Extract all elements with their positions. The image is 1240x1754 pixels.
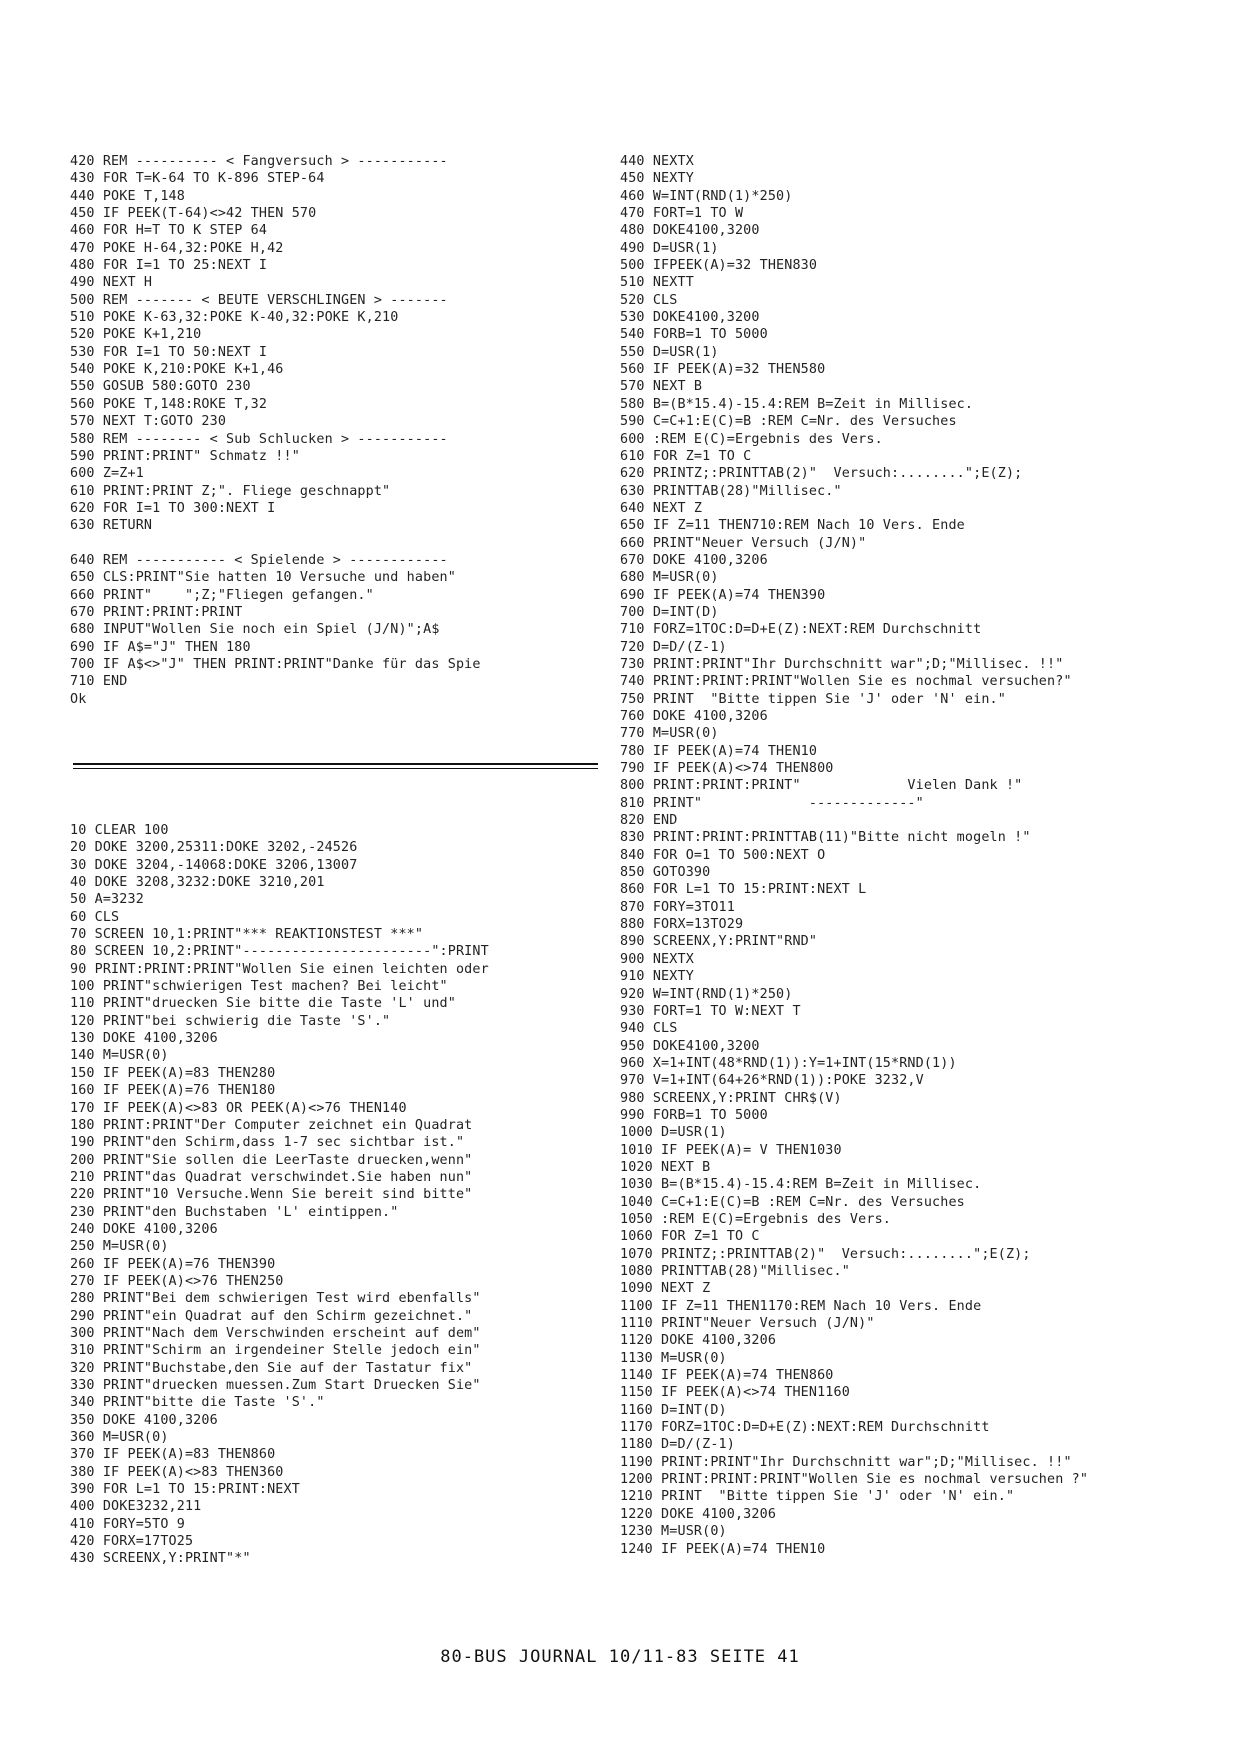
code-line: 680 INPUT"Wollen Sie noch ein Spiel (J/N)";A$: [70, 622, 440, 638]
code-line: 160 IF PEEK(A)=76 THEN180: [70, 1083, 276, 1099]
code-line: 1090 NEXT Z: [620, 1281, 711, 1297]
code-line: 1230 M=USR(0): [620, 1524, 727, 1540]
code-listing-part-3: [620, 153, 1220, 1558]
code-line: 570 NEXT B: [620, 379, 703, 395]
code-line: 750 PRINT "Bitte tippen Sie 'J' oder 'N' ein.": [620, 691, 1006, 707]
code-line: 1110 PRINT"Neuer Versuch (J/N)": [620, 1316, 875, 1332]
code-line: 400 DOKE3232,211: [70, 1499, 202, 1515]
code-line: 1210 PRINT "Bitte tippen Sie 'J' oder 'N' ein.": [620, 1489, 1015, 1505]
code-line: 700 IF A$<>"J" THEN PRINT:PRINT"Danke für das Spie: [70, 656, 481, 672]
code-line: 580 REM -------- < Sub Schlucken > -----------: [70, 431, 448, 447]
code-line: 260 IF PEEK(A)=76 THEN390: [70, 1256, 276, 1272]
code-line: 560 POKE T,148:ROKE T,32: [70, 396, 268, 412]
code-line: 940 CLS: [620, 1021, 678, 1037]
code-line: 1240 IF PEEK(A)=74 THEN10: [620, 1541, 826, 1557]
code-line: 590 PRINT:PRINT" Schmatz !!": [70, 448, 300, 464]
page-footer: 80-BUS JOURNAL 10/11-83 SEITE 41: [440, 1647, 800, 1667]
code-line: 500 IFPEEK(A)=32 THEN830: [620, 258, 818, 274]
code-line: 330 PRINT"druecken muessen.Zum Start Druecken Sie": [70, 1378, 481, 1393]
code-line: 270 IF PEEK(A)<>76 THEN250: [70, 1273, 284, 1289]
code-line: 600 Z=Z+1: [70, 466, 144, 482]
code-line: 350 DOKE 4100,3206: [70, 1412, 218, 1428]
code-line: 650 IF Z=11 THEN710:REM Nach 10 Vers. Ende: [620, 518, 965, 534]
code-line: 100 PRINT"schwierigen Test machen? Bei leicht": [70, 979, 448, 995]
code-line: 670 DOKE 4100,3206: [620, 552, 768, 568]
code-line: 630 RETURN: [70, 518, 153, 534]
code-line: 770 M=USR(0): [620, 726, 719, 742]
code-line: 480 FOR I=1 TO 25:NEXT I: [70, 258, 268, 274]
code-line: 880 FORX=13TO29: [620, 917, 744, 933]
code-line: 640 REM ----------- < Spielende > ------------: [70, 552, 448, 568]
code-line: 210 PRINT"das Quadrat verschwindet.Sie haben nun": [70, 1169, 473, 1185]
code-line: 1140 IF PEEK(A)=74 THEN860: [620, 1368, 834, 1384]
code-line: 700 D=INT(D): [620, 604, 719, 620]
code-line: 980 SCREENX,Y:PRINT CHR$(V): [620, 1090, 842, 1106]
code-line: 420 REM ---------- < Fangversuch > -----------: [70, 154, 448, 169]
code-line: 510 NEXTT: [620, 275, 694, 291]
code-line: 230 PRINT"den Buchstaben 'L' eintippen.": [70, 1204, 399, 1220]
code-line: 930 FORT=1 TO W:NEXT T: [620, 1003, 801, 1019]
code-line: 110 PRINT"druecken Sie bitte die Taste 'L' und": [70, 996, 456, 1012]
code-line: 380 IF PEEK(A)<>83 THEN360: [70, 1464, 284, 1480]
code-line: 440 POKE T,148: [70, 188, 185, 204]
code-line: 30 DOKE 3204,-14068:DOKE 3206,13007: [70, 857, 358, 873]
code-line: 610 PRINT:PRINT Z;". Fliege geschnappt": [70, 483, 391, 499]
code-line: 490 NEXT H: [70, 275, 153, 291]
code-line: 780 IF PEEK(A)=74 THEN10: [620, 743, 818, 759]
code-line: 320 PRINT"Buchstabe,den Sie auf der Tastatur fix": [70, 1360, 473, 1376]
code-line: 840 FOR O=1 TO 500:NEXT O: [620, 847, 826, 863]
code-line: 90 PRINT:PRINT:PRINT"Wollen Sie einen leichten oder: [70, 961, 489, 977]
code-line: 820 END: [620, 813, 678, 829]
code-line: 970 V=1+INT(64+26*RND(1)):POKE 3232,V: [620, 1073, 924, 1089]
code-line: 490 D=USR(1): [620, 240, 719, 256]
code-line: 710 FORZ=1TOC:D=D+E(Z):NEXT:REM Durchschnitt: [620, 622, 982, 638]
code-line: 120 PRINT"bei schwierig die Taste 'S'.": [70, 1013, 391, 1029]
code-line: 570 NEXT T:GOTO 230: [70, 414, 227, 430]
code-line: 40 DOKE 3208,3232:DOKE 3210,201: [70, 875, 325, 891]
code-line: 1050 :REM E(C)=Ergebnis des Vers.: [620, 1211, 891, 1227]
code-line: 950 DOKE4100,3200: [620, 1038, 760, 1054]
code-line: 140 M=USR(0): [70, 1048, 169, 1064]
code-line: 500 REM ------- < BEUTE VERSCHLINGEN > -------: [70, 292, 448, 308]
code-line: 460 FOR H=T TO K STEP 64: [70, 223, 268, 239]
code-line: 550 GOSUB 580:GOTO 230: [70, 379, 251, 395]
code-line: 250 M=USR(0): [70, 1239, 169, 1255]
code-line: 150 IF PEEK(A)=83 THEN280: [70, 1065, 276, 1081]
code-line: 190 PRINT"den Schirm,dass 1-7 sec sichtbar ist.": [70, 1135, 465, 1151]
code-line: Ok: [70, 691, 87, 707]
code-line: 1060 FOR Z=1 TO C: [620, 1229, 760, 1245]
code-line: 360 M=USR(0): [70, 1430, 169, 1446]
code-line: 10 CLEAR 100: [70, 823, 169, 838]
code-line: 480 DOKE4100,3200: [620, 223, 760, 239]
code-line: 1030 B=(B*15.4)-15.4:REM B=Zeit in Millisec.: [620, 1177, 982, 1193]
code-line: 220 PRINT"10 Versuche.Wenn Sie bereit sind bitte": [70, 1187, 473, 1203]
code-line: 240 DOKE 4100,3206: [70, 1221, 218, 1237]
code-line: 740 PRINT:PRINT:PRINT"Wollen Sie es nochmal versuchen?": [620, 674, 1072, 690]
code-line: 650 CLS:PRINT"Sie hatten 10 Versuche und haben": [70, 570, 456, 586]
code-line: 710 END: [70, 674, 128, 690]
code-line: 830 PRINT:PRINT:PRINTTAB(11)"Bitte nicht mogeln !": [620, 830, 1031, 846]
code-line: [70, 535, 610, 552]
code-line: 1020 NEXT B: [620, 1159, 711, 1175]
code-line: 690 IF PEEK(A)=74 THEN390: [620, 587, 826, 603]
code-line: 1010 IF PEEK(A)= V THEN1030: [620, 1142, 842, 1158]
code-line: 50 A=3232: [70, 892, 144, 908]
code-line: 620 FOR I=1 TO 300:NEXT I: [70, 500, 276, 516]
code-line: 1150 IF PEEK(A)<>74 THEN1160: [620, 1385, 850, 1401]
code-line: 460 W=INT(RND(1)*250): [620, 188, 793, 204]
code-line: 730 PRINT:PRINT"Ihr Durchschnitt war";D;"Millisec. !!": [620, 656, 1064, 672]
code-line: 870 FORY=3TO11: [620, 899, 735, 915]
code-line: 1160 D=INT(D): [620, 1402, 727, 1418]
separator-rule-thin: [73, 768, 598, 769]
code-line: 660 PRINT"Neuer Versuch (J/N)": [620, 535, 867, 551]
code-line: 790 IF PEEK(A)<>74 THEN800: [620, 761, 834, 777]
code-line: 690 IF A$="J" THEN 180: [70, 639, 251, 655]
code-line: 60 CLS: [70, 909, 120, 925]
code-line: 1100 IF Z=11 THEN1170:REM Nach 10 Vers. Ende: [620, 1298, 982, 1314]
code-line: 990 FORB=1 TO 5000: [620, 1107, 768, 1123]
code-line: 850 GOTO390: [620, 865, 711, 881]
code-line: 200 PRINT"Sie sollen die LeerTaste druecken,wenn": [70, 1152, 473, 1168]
code-line: 910 NEXTY: [620, 969, 694, 985]
code-line: 890 SCREENX,Y:PRINT"RND": [620, 934, 818, 950]
code-line: 610 FOR Z=1 TO C: [620, 448, 752, 464]
code-line: 580 B=(B*15.4)-15.4:REM B=Zeit in Millisec.: [620, 396, 974, 412]
code-line: 1040 C=C+1:E(C)=B :REM C=Nr. des Versuches: [620, 1194, 965, 1210]
code-line: 1070 PRINTZ;:PRINTTAB(2)" Versuch:........";E(Z);: [620, 1246, 1031, 1262]
code-line: 430 SCREENX,Y:PRINT"*": [70, 1551, 251, 1567]
code-line: 640 NEXT Z: [620, 500, 703, 516]
code-line: 20 DOKE 3200,25311:DOKE 3202,-24526: [70, 840, 358, 856]
code-line: 1220 DOKE 4100,3206: [620, 1506, 777, 1522]
code-line: 300 PRINT"Nach dem Verschwinden erscheint auf dem": [70, 1325, 481, 1341]
code-line: 540 FORB=1 TO 5000: [620, 327, 768, 343]
code-line: 670 PRINT:PRINT:PRINT: [70, 604, 243, 620]
code-line: 1180 D=D/(Z-1): [620, 1437, 735, 1453]
code-line: 470 FORT=1 TO W: [620, 206, 744, 222]
code-line: 760 DOKE 4100,3206: [620, 709, 768, 724]
code-line: 720 D=D/(Z-1): [620, 639, 727, 655]
code-line: 680 M=USR(0): [620, 570, 719, 586]
code-line: 1170 FORZ=1TOC:D=D+E(Z):NEXT:REM Durchschnitt: [620, 1420, 990, 1436]
code-line: 530 FOR I=1 TO 50:NEXT I: [70, 344, 268, 360]
code-line: 1200 PRINT:PRINT:PRINT"Wollen Sie es nochmal versuchen ?": [620, 1472, 1089, 1488]
code-line: 280 PRINT"Bei dem schwierigen Test wird ebenfalls": [70, 1291, 481, 1307]
code-listing-part-1: [70, 153, 610, 708]
code-line: 1120 DOKE 4100,3206: [620, 1333, 777, 1349]
code-line: 1080 PRINTTAB(28)"Millisec.": [620, 1264, 850, 1279]
code-line: 290 PRINT"ein Quadrat auf den Schirm gezeichnet.": [70, 1308, 473, 1324]
code-line: 390 FOR L=1 TO 15:PRINT:NEXT: [70, 1482, 300, 1498]
code-line: 960 X=1+INT(48*RND(1)):Y=1+INT(15*RND(1)): [620, 1055, 957, 1071]
code-line: 900 NEXTX: [620, 951, 694, 967]
code-line: 810 PRINT" -------------": [620, 795, 924, 811]
code-line: 440 NEXTX: [620, 154, 694, 169]
code-line: 130 DOKE 4100,3206: [70, 1031, 218, 1047]
code-line: 70 SCREEN 10,1:PRINT"*** REAKTIONSTEST ***": [70, 927, 424, 943]
code-line: 510 POKE K-63,32:POKE K-40,32:POKE K,210: [70, 310, 399, 326]
code-line: 590 C=C+1:E(C)=B :REM C=Nr. des Versuches: [620, 414, 957, 430]
code-line: 1190 PRINT:PRINT"Ihr Durchschnitt war";D;"Millisec. !!": [620, 1454, 1072, 1470]
code-line: 600 :REM E(C)=Ergebnis des Vers.: [620, 431, 883, 447]
code-line: 520 POKE K+1,210: [70, 327, 202, 343]
code-line: 660 PRINT" ";Z;"Fliegen gefangen.": [70, 587, 374, 603]
code-line: 420 FORX=17TO25: [70, 1534, 194, 1550]
code-line: 450 IF PEEK(T-64)<>42 THEN 570: [70, 206, 317, 222]
code-line: 310 PRINT"Schirm an irgendeiner Stelle jedoch ein": [70, 1343, 481, 1359]
code-line: 470 POKE H-64,32:POKE H,42: [70, 240, 284, 256]
code-line: 180 PRINT:PRINT"Der Computer zeichnet ein Quadrat: [70, 1117, 473, 1133]
code-line: 340 PRINT"bitte die Taste 'S'.": [70, 1395, 325, 1411]
code-line: 620 PRINTZ;:PRINTTAB(2)" Versuch:........";E(Z);: [620, 466, 1023, 482]
code-line: 630 PRINTTAB(28)"Millisec.": [620, 483, 842, 499]
code-line: 1000 D=USR(1): [620, 1125, 727, 1141]
code-line: 430 FOR T=K-64 TO K-896 STEP-64: [70, 171, 325, 187]
code-line: 450 NEXTY: [620, 171, 694, 187]
code-line: 550 D=USR(1): [620, 344, 719, 360]
code-line: 800 PRINT:PRINT:PRINT" Vielen Dank !": [620, 778, 1023, 794]
code-line: 520 CLS: [620, 292, 678, 308]
code-line: 860 FOR L=1 TO 15:PRINT:NEXT L: [620, 882, 867, 898]
code-line: 370 IF PEEK(A)=83 THEN860: [70, 1447, 276, 1463]
code-line: 530 DOKE4100,3200: [620, 310, 760, 326]
code-line: 410 FORY=5TO 9: [70, 1516, 185, 1532]
code-line: 1130 M=USR(0): [620, 1350, 727, 1366]
code-line: 920 W=INT(RND(1)*250): [620, 986, 793, 1002]
separator-rule: [73, 763, 598, 765]
code-listing-part-2: [70, 822, 620, 1568]
code-line: 80 SCREEN 10,2:PRINT"-----------------------":PRINT: [70, 944, 489, 960]
code-line: 560 IF PEEK(A)=32 THEN580: [620, 362, 826, 378]
code-line: 540 POKE K,210:POKE K+1,46: [70, 362, 284, 378]
code-line: 170 IF PEEK(A)<>83 OR PEEK(A)<>76 THEN140: [70, 1100, 407, 1116]
